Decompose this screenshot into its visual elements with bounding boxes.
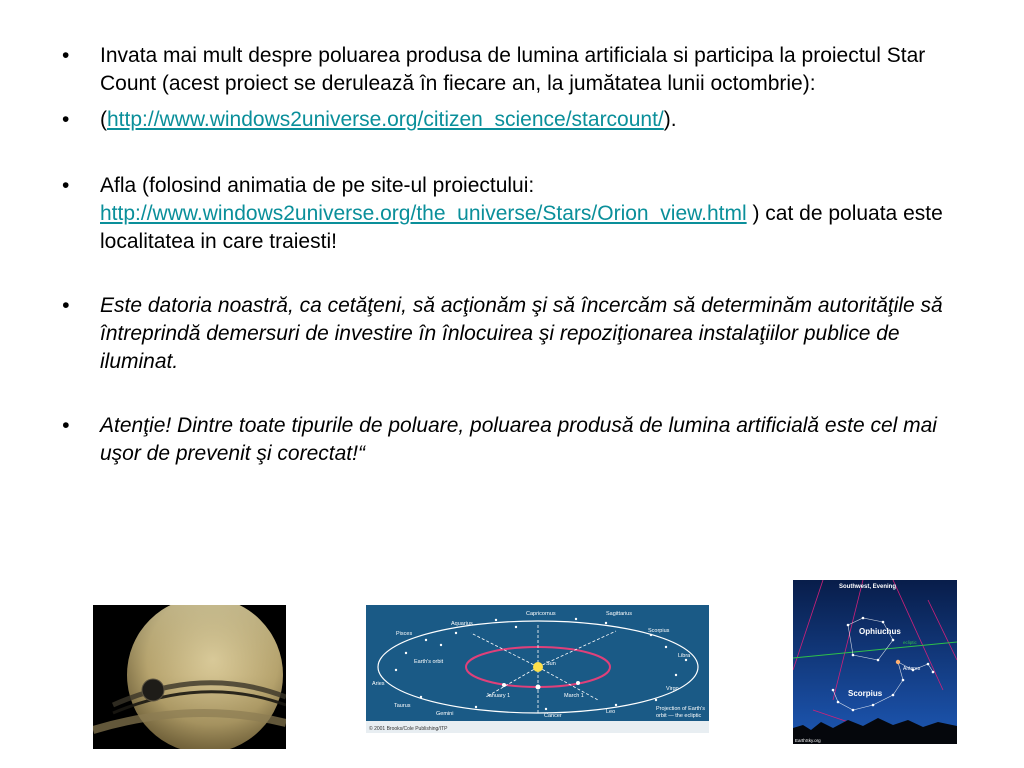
zodiac-ecliptic-image bbox=[366, 605, 709, 733]
bullet-prefix: ( bbox=[100, 108, 107, 131]
orion-view-link[interactable]: http://www.windows2universe.org/the_universe/Stars/Orion_view.html bbox=[100, 202, 747, 225]
bullet-marker: • bbox=[62, 174, 70, 197]
bullet-marker: • bbox=[62, 44, 70, 67]
label-credit: EarthSky.org bbox=[795, 738, 821, 743]
label-virgo: Virgo bbox=[666, 686, 679, 692]
sky-chart-image bbox=[793, 580, 957, 744]
label-aquarius: Aquarius bbox=[451, 621, 473, 627]
label-sagittarius: Sagittarius bbox=[606, 611, 632, 617]
label-earths-orbit: Earth's orbit bbox=[414, 659, 444, 665]
bullet-text: Atenţie! Dintre toate tipurile de poluare, poluarea produsă de lumina artificială este cel mai uşor de prevenit şi corectat!“ bbox=[100, 414, 937, 465]
label-ecliptic: ecliptic bbox=[903, 640, 917, 645]
bullet-civic-duty bbox=[62, 292, 972, 376]
zodiac-diagram bbox=[366, 605, 709, 733]
bullet-marker: • bbox=[62, 294, 70, 317]
bullet-suffix: ) cat de poluata este localitatea in care traiesti! bbox=[100, 202, 943, 253]
label-copyright: © 2001 Brooks/Cole Publishing/ITP bbox=[369, 726, 448, 732]
bullet-suffix: ). bbox=[663, 108, 677, 131]
label-libra: Libra bbox=[678, 653, 691, 659]
saturn-illustration bbox=[93, 605, 286, 749]
label-sun: Sun bbox=[546, 661, 556, 667]
label-ophiuchus: Ophiuchus bbox=[859, 627, 901, 636]
bullet-marker: • bbox=[62, 108, 70, 131]
bullet-text: Este datoria noastră, ca cetăţeni, să acţionăm şi să încercăm să determinăm autorităţile să întreprindă demersuri de investire în înlocuirea şi repoziţionarea instalaţiilor publice de iluminat. bbox=[100, 294, 943, 373]
label-antares: Antares bbox=[903, 666, 921, 672]
label-scorpius: Scorpius bbox=[648, 628, 670, 634]
label-sky-title: Southwest, Evening bbox=[839, 584, 897, 590]
label-taurus: Taurus bbox=[394, 703, 411, 709]
label-march: March 1 bbox=[564, 693, 584, 699]
bullet-prefix: Afla (folosind animatia de pe site-ul proiectului: bbox=[100, 174, 535, 197]
bullet-orion-view bbox=[62, 172, 972, 256]
label-scorpius-sky: Scorpius bbox=[848, 689, 883, 698]
label-projection-line1: Projection of Earth's bbox=[656, 706, 706, 712]
bullet-text: Invata mai mult despre poluarea produsa de lumina artificiala si participa la proiectul Star Count (acest proiect se derulează în fiecare an, la jumătatea lunii octombrie): bbox=[100, 44, 926, 95]
bullet-starcount-intro bbox=[62, 42, 972, 98]
bullet-starcount-link bbox=[62, 106, 972, 134]
bullet-marker: • bbox=[62, 414, 70, 437]
bullet-list bbox=[62, 42, 972, 468]
label-projection-line2: orbit — the ecliptic bbox=[656, 713, 702, 719]
label-cancer: Cancer bbox=[544, 713, 562, 719]
label-aries: Aries bbox=[372, 681, 385, 687]
label-gemini: Gemini bbox=[436, 711, 454, 717]
label-capricornus: Capricornus bbox=[526, 611, 556, 617]
saturn-image bbox=[93, 605, 286, 749]
bullet-attention bbox=[62, 412, 972, 468]
label-pisces: Pisces bbox=[396, 631, 413, 637]
sky-chart bbox=[793, 580, 957, 744]
starcount-link[interactable]: http://www.windows2universe.org/citizen_science/starcount/ bbox=[107, 108, 664, 131]
label-january: January 1 bbox=[486, 693, 511, 699]
label-leo: Leo bbox=[606, 709, 616, 715]
